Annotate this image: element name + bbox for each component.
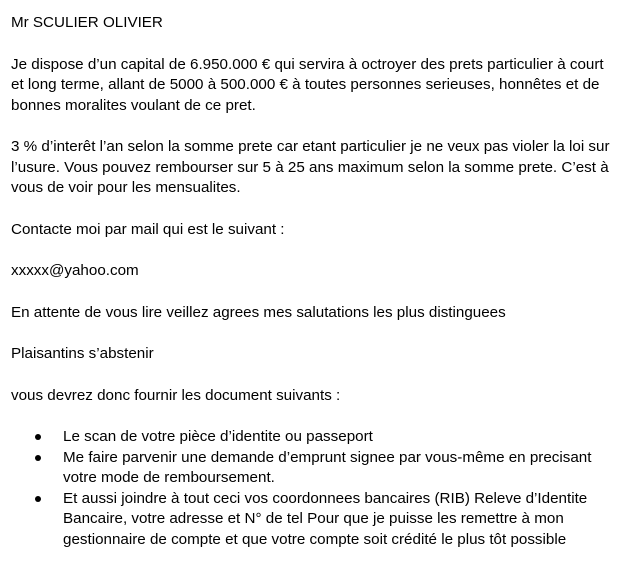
list-item [11,448,619,489]
required-documents-list [11,427,619,550]
list-item-text: Me faire parvenir une demande d’emprunt signee par vous-même en precisant votre mode de remboursement. [63,448,592,486]
bullet-icon [35,455,41,461]
paragraph-warning: Plaisantins s’abstenir [11,345,154,362]
bullet-icon [35,434,41,440]
list-item [11,427,619,448]
list-item-text: Le scan de votre pièce d’identite ou passeport [63,428,373,445]
salutation: Mr SCULIER OLIVIER [11,14,163,31]
email-address: xxxxx@yahoo.com [11,262,139,279]
paragraph-contact-intro: Contacte moi par mail qui est le suivant : [11,220,285,238]
paragraph-documents-intro: vous devrez donc fournir les document suivants : [11,386,341,404]
list-item [11,489,619,551]
letter-document [11,13,619,550]
paragraph-capital-offer: Je dispose d’un capital de 6.950.000 € qui servira à octroyer des prets particulier à court et long terme, allant de 5000 à 500.000 € à toutes personnes serieuses, honnêtes et de bonnes moralites voulant de ce pret. [11,55,604,114]
paragraph-closing: En attente de vous lire veillez agrees mes salutations les plus distinguees [11,303,506,321]
bullet-icon [35,496,41,502]
list-item-text: Et aussi joindre à tout ceci vos coordonnees bancaires (RIB) Releve d’Identite Bancaire, votre adresse et N° de tel Pour que je puisse les remettre à mon gestionnaire de compte et que votre compte soit crédité le plus tôt possible [63,489,588,548]
paragraph-interest-terms: 3 % d’interêt l’an selon la somme prete car etant particulier je ne veux pas violer la loi sur l’usure. Vous pouvez rembourser sur 5 à 25 ans maximum selon la somme prete. C’est à vous de voir pour les mensualites. [11,138,610,196]
